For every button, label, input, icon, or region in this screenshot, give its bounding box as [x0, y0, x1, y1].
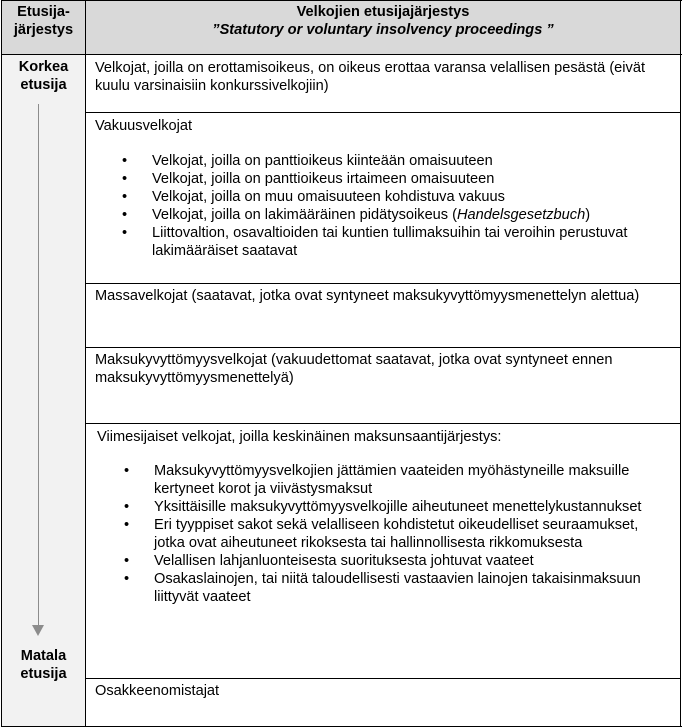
row-secured-creditors: [95, 117, 670, 260]
list-item-text-end: ): [585, 207, 591, 223]
list-item: • Yksittäisille maksukyvyttömyysvelkojille aiheutuneet menettelykustannukset: [97, 498, 667, 516]
list-item: • Velkojat, joilla on panttioikeus kiinteään omaisuuteen: [95, 152, 670, 170]
header-priority-label: [2, 3, 85, 39]
row-estate-creditors: Massavelkojat (saatavat, jotka ovat syntyneet maksukyvyttömyysmenettelyn alettua): [95, 288, 640, 304]
list-item: • Maksukyvyttömyysvelkojien jättämien vaateiden myöhästyneille maksuille kertyneet korot ja viivästysmaksut: [97, 462, 667, 498]
list-item-text: Velkojat, joilla on lakimääräinen pidätysoikeus (: [152, 207, 458, 223]
list-item: • Liittovaltion, osavaltioiden tai kuntien tullimaksuihin tai veroihin perustuvat lakimääräiset saatavat: [95, 224, 670, 260]
row-insolvency-creditors: Maksukyvyttömyysvelkojat (vakuudettomat saatavat, jotka ovat syntyneet ennen maksukyvyttömyysmenettelyä): [95, 352, 613, 386]
subordinated-creditors-title: Viimesijaiset velkojat, joilla keskinäinen maksunsaantijärjestys:: [97, 429, 502, 445]
list-item: • Velkojat, joilla on panttioikeus irtaimeen omaisuuteen: [95, 170, 670, 188]
page-subtitle: ”Statutory or voluntary insolvency proceedings ”: [212, 22, 554, 38]
list-item-italic-term: Handelsgesetzbuch: [457, 207, 586, 223]
row-separation-right: Velkojat, joilla on erottamisoikeus, on oikeus erottaa varansa velallisen pesästä (eivät kuulu varsinaisiin konkurssivelkojiin): [95, 60, 646, 94]
rank-high-label: [2, 58, 85, 94]
subordinated-creditors-list: [97, 462, 667, 606]
row-shareholders: Osakkeenomistajat: [95, 683, 220, 699]
header-priority-line1: Etusija-: [17, 4, 70, 20]
list-item: • Eri tyyppiset sakot sekä velalliseen kohdistetut oikeudelliset seuraamukset, jotka ovat aiheutuneet rikoksesta tai hallinnollisesta rikkomuksesta: [97, 516, 667, 552]
rank-high-line2: etusija: [20, 77, 67, 93]
rank-low-line1: Matala: [20, 648, 67, 664]
rank-low-line2: etusija: [20, 666, 67, 682]
list-item: • Velkojat, joilla on muu omaisuuteen kohdistuva vakuus: [95, 188, 670, 206]
list-item: • Velallisen lahjanluonteisesta suorituksesta johtuvat vaateet: [97, 552, 667, 570]
priority-arrow: [38, 104, 39, 634]
list-item: [95, 206, 670, 224]
rank-high-line1: Korkea: [18, 59, 69, 75]
arrow-down-icon: [32, 625, 44, 636]
secured-creditors-list: [95, 152, 670, 260]
secured-creditors-title: Vakuusvelkojat: [95, 118, 193, 134]
header-title-block: [86, 3, 680, 39]
rank-low-label: [2, 647, 85, 683]
list-item: • Osakaslainojen, tai niitä taloudellisesti vastaavien lainojen takaisinmaksuun liittyvät vaateet: [97, 570, 667, 606]
header-priority-line2: järjestys: [13, 22, 74, 38]
row-subordinated-creditors: [97, 428, 667, 606]
page-title: Velkojien etusijajärjestys: [296, 4, 470, 20]
